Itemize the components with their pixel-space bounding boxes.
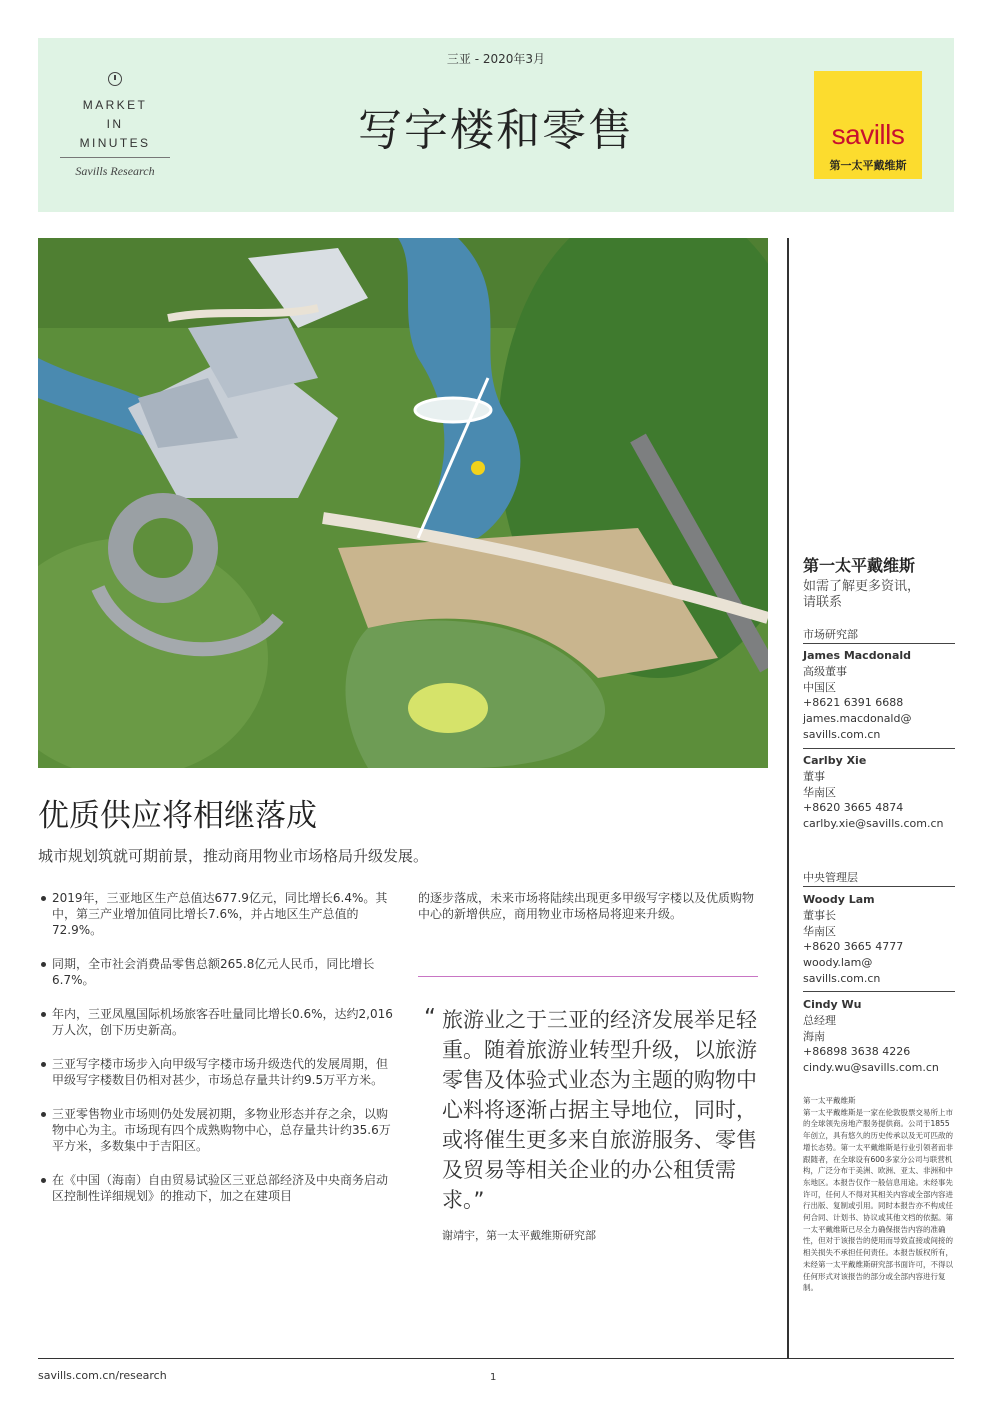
bullet-item: 三亚零售物业市场则仍处发展初期，多物业形态并存之余，以购物中心为主。市场现有四个成熟购物中心，总存量共计约35.6万平方米，多数集中于吉阳区。 <box>38 1106 393 1154</box>
dept-label-research: 市场研究部 <box>803 628 858 641</box>
page-title: 写字楼和零售 <box>358 105 634 156</box>
contact-card <box>803 892 955 987</box>
contact-title: 总经理 <box>803 1013 836 1027</box>
bullet-item: 同期，全市社会消费品零售总额265.8亿元人民币，同比增长6.7%。 <box>38 956 393 988</box>
logo-brand-cn: 第一太平戴维斯 <box>829 159 907 172</box>
contact-phone[interactable]: +8620 3665 4874 <box>803 801 904 815</box>
contact-name: Carlby Xie <box>803 754 867 767</box>
bullet-list <box>38 890 393 1222</box>
bullet-item: 三亚写字楼市场步入向甲级写字楼市场升级迭代的发展周期，但甲级写字楼数目仍相对甚少，市场总存量共计约9.5万平方米。 <box>38 1056 393 1088</box>
bullet-item: 2019年，三亚地区生产总值达677.9亿元，同比增长6.4%。其中，第三产业增加值同比增长7.6%，并占地区生产总值的72.9%。 <box>38 890 393 938</box>
contact-name: Cindy Wu <box>803 998 862 1011</box>
contact-region: 华南区 <box>803 785 836 799</box>
divider <box>803 991 955 992</box>
contact-card <box>803 648 955 743</box>
divider <box>803 643 955 644</box>
page-number: 1 <box>490 1372 497 1383</box>
column-divider <box>787 238 789 1358</box>
dept-label-management: 中央管理层 <box>803 871 858 884</box>
bullet-item: 在《中国（海南）自由贸易试验区三亚总部经济及中央商务启动区控制性详细规划》的推动下，加之在建项目 <box>38 1172 393 1204</box>
about-text: 第一太平戴维斯是一家在伦敦股票交易所上市的全球领先房地产服务提供商。公司于1855年创立，具有悠久的历史传承以及无可匹敌的增长态势。第一太平戴维斯是行业引领者而非跟随者，在全球设有600多家分公司与联营机构，广泛分布于美洲、欧洲、亚太、非洲和中东地区。本报告仅作一般信息用途。未经事先许可，任何人不得对其相关内容或全部内容进行出版、复制或引用。同时本报告亦不构成任何合同、计划书、协议或其他文档的依据。第一太平戴维斯已尽全力确保报告内容的准确性，但对于该报告的使用而导致直接或间接的相关损失不承担任何责任。本报告版权所有，未经第一太平戴维斯研究部书面许可，不得以任何形式对该报告的部分或全部内容进行复制。 <box>803 1107 953 1293</box>
contact-email[interactable]: carlby.xie@savills.com.cn <box>803 817 944 831</box>
contact-region: 华南区 <box>803 924 836 938</box>
contact-email[interactable]: cindy.wu@savills.com.cn <box>803 1061 939 1075</box>
contact-phone[interactable]: +86898 3638 4226 <box>803 1045 911 1059</box>
contact-title: 董事 <box>803 769 825 783</box>
contact-title: 高级董事 <box>803 664 847 678</box>
mim-line: IN <box>106 117 124 131</box>
section-title: 优质供应将相继落成 <box>38 798 317 834</box>
divider <box>803 748 955 749</box>
quote-divider <box>418 976 758 977</box>
pull-quote: 旅游业之于三亚的经济发展举足轻重。随着旅游业转型升级，以旅游零售及体验式业态为主题的购物中心料将逐渐占据主导地位，同时，或将催生更多来自旅游服务、零售及贸易等相关企业的办公租赁需求。” <box>442 1008 757 1212</box>
contact-prompt: 如需了解更多资讯， <box>803 579 921 594</box>
sidebar-contact-header <box>803 553 955 611</box>
contact-region: 中国区 <box>803 680 836 694</box>
about-title: 第一太平戴维斯 <box>803 1096 856 1105</box>
about-disclaimer <box>803 1095 955 1294</box>
savills-logo <box>814 71 922 179</box>
contact-phone[interactable]: +8620 3665 4777 <box>803 940 904 954</box>
contact-prompt: 请联系 <box>803 595 843 610</box>
contact-title: 董事长 <box>803 908 836 922</box>
mim-line: MINUTES <box>79 136 151 150</box>
quote-author: 谢靖宇，第一太平戴维斯研究部 <box>442 1229 596 1242</box>
savills-research-label: Savills Research <box>60 157 170 179</box>
footer-url[interactable]: savills.com.cn/research <box>38 1369 167 1382</box>
contact-email[interactable]: james.macdonald@ <box>803 712 912 726</box>
quote-mark: “ <box>424 1005 436 1031</box>
footer-rule <box>38 1358 954 1359</box>
contact-email[interactable]: savills.com.cn <box>803 971 881 985</box>
contact-region: 海南 <box>803 1029 825 1043</box>
contact-name: James Macdonald <box>803 649 912 662</box>
continuation-text: 的逐步落成，未来市场将陆续出现更多甲级写字楼以及优质购物中心的新增供应，商用物业市场格局将迎来升级。 <box>418 891 755 921</box>
aerial-photo <box>38 238 768 768</box>
section-subtitle: 城市规划筑就可期前景，推动商用物业市场格局升级发展。 <box>38 847 429 865</box>
contact-email[interactable]: woody.lam@ <box>803 956 873 970</box>
contact-name: Woody Lam <box>803 893 875 906</box>
mim-line: MARKET <box>82 98 148 112</box>
contact-phone[interactable]: +8621 6391 6688 <box>803 696 904 710</box>
contact-card <box>803 997 955 1076</box>
contact-email[interactable]: savills.com.cn <box>803 727 881 741</box>
logo-brand: savills <box>831 119 905 150</box>
bullet-item: 年内，三亚凤凰国际机场旅客吞吐量同比增长0.6%，达约2,016万人次，创下历史新高。 <box>38 1006 393 1038</box>
company-name: 第一太平戴维斯 <box>803 556 916 575</box>
clock-icon <box>108 72 122 86</box>
contact-card <box>803 753 955 832</box>
divider <box>803 886 955 887</box>
dateline: 三亚 - 2020年3月 <box>446 52 546 66</box>
